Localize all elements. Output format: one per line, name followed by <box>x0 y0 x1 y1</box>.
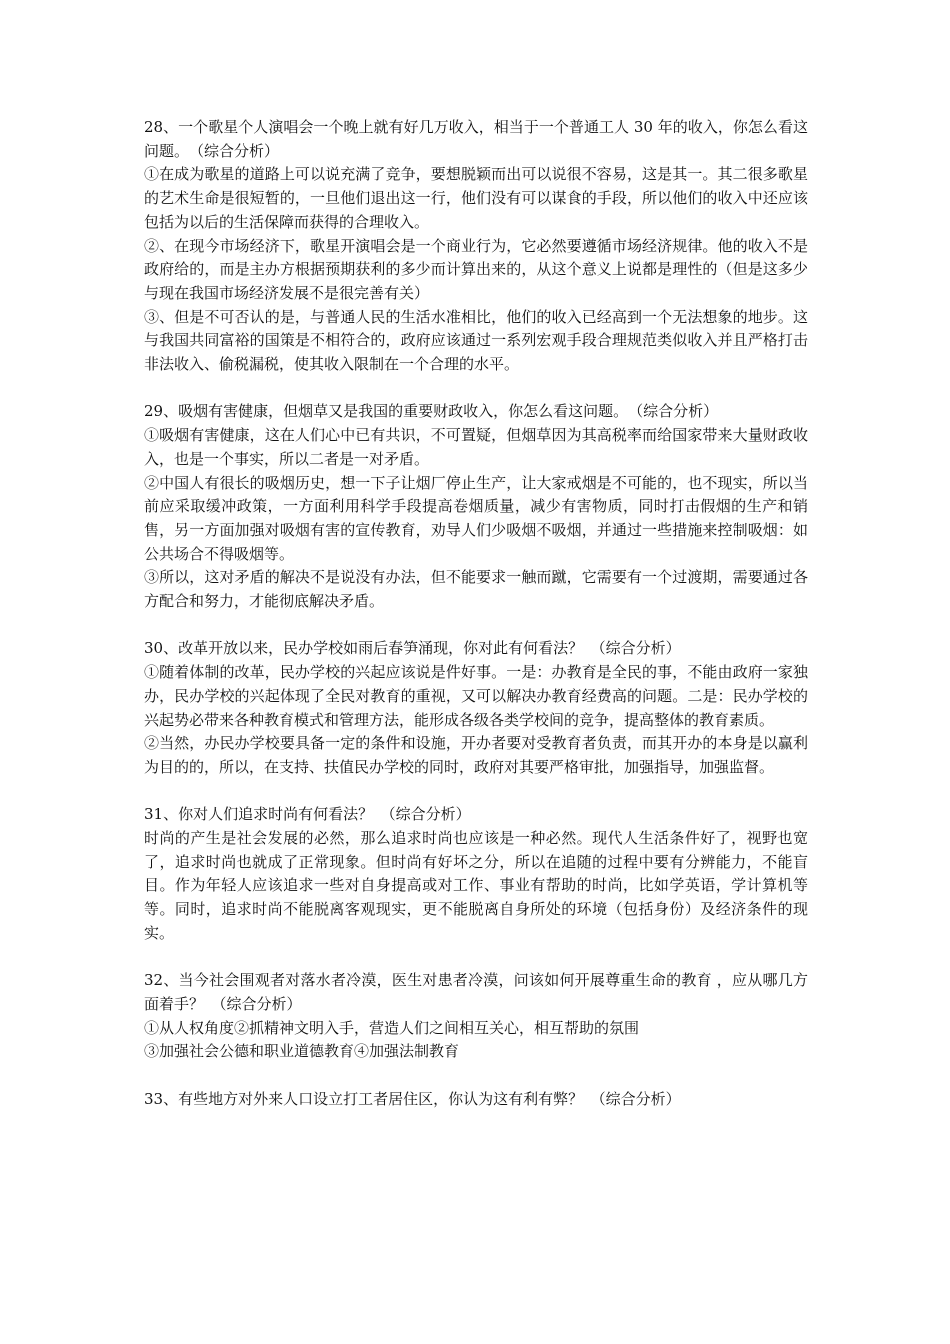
question-tag: （综合分析） <box>635 402 719 421</box>
question-text: 31、你对人们追求时尚有何看法？ <box>144 805 374 824</box>
question-text: 29、吸烟有害健康，但烟草又是我国的重要财政收入，你怎么看这问题。 <box>144 402 629 421</box>
answer-paragraph: ①吸烟有害健康，这在人们心中已有共识，不可置疑，但烟草因为其高税率而给国家带来大量财政收入，也是一个事实，所以二者是一对矛盾。 <box>144 426 808 468</box>
answer-paragraph: ①随着体制的改革，民办学校的兴起应该说是件好事。一是：办教育是全民的事，不能由政府一家独办，民办学校的兴起体现了全民对教育的重视，又可以解决办教育经费高的问题。二是：民办学校的兴起势必带来各种教育模式和管理方法，能形成各级各类学校间的竞争，提高整体的教育素质。 <box>144 663 808 729</box>
qa-item-32 <box>144 969 808 1064</box>
question-text: 28、一个歌星个人演唱会一个晚上就有好几万收入，相当于一个普通工人 30 年的收入，你怎么看这问题。 <box>144 118 808 160</box>
answer-paragraph: 时尚的产生是社会发展的必然，那么追求时尚也应该是一种必然。现代人生活条件好了，视野也宽了，追求时尚也就成了正常现象。但时尚有好坏之分，所以在追随的过程中要有分辨能力，不能盲目。作为年轻人应该追求一些对自身提高或对工作、事业有帮助的时尚，比如学英语，学计算机等等。同时，追求时尚不能脱离客观现实，更不能脱离自身所处的环境（包括身份）及经济条件的现实。 <box>144 829 808 942</box>
question-tag: （综合分析） <box>211 994 302 1013</box>
question-31 <box>144 803 808 827</box>
question-tag: （综合分析） <box>590 639 681 658</box>
answer-paragraph: ②当然，办民办学校要具备一定的条件和设施，开办者要对受教育者负责，而其开办的本身是以赢利为目的的，所以，在支持、扶值民办学校的同时，政府对其要严格审批，加强指导，加强监督。 <box>144 734 808 776</box>
answer-paragraph: ①在成为歌星的道路上可以说充满了竞争，要想脱颖而出可以说很不容易，这是其一。其二很多歌星的艺术生命是很短暂的，一旦他们退出这一行，他们没有可以谋食的手段，所以他们的收入中还应该包括为以后的生活保障而获得的合理收入。 <box>144 165 808 231</box>
qa-item-31 <box>144 803 808 945</box>
question-29 <box>144 400 808 424</box>
answer-paragraph: ③加强社会公德和职业道德教育④加强法制教育 <box>144 1042 460 1061</box>
answer-paragraph: ③所以，这对矛盾的解决不是说没有办法，但不能要求一触而蹴，它需要有一个过渡期，需要通过各方配合和努力，才能彻底解决矛盾。 <box>144 568 808 611</box>
question-text: 32、当今社会围观者对落水者冷漠，医生对患者冷漠，问该如何开展尊重生命的教育 ，应从哪几方面着手？ <box>144 971 808 1013</box>
answer-paragraph: ②中国人有很长的吸烟历史，想一下子让烟厂停止生产，让大家戒烟是不可能的，也不现实，所以当前应采取缓冲政策，一方面利用科学手段提高卷烟质量，减少有害物质，同时打击假烟的生产和销售，另一方面加强对吸烟有害的宣传教育，劝导人们少吸烟不吸烟，并通过一些措施来控制吸烟：如公共场合不得吸烟等。 <box>144 473 808 563</box>
answer-paragraph: ③、但是不可否认的是，与普通人民的生活水准相比，他们的收入已经高到一个无法想象的地步。这与我国共同富裕的国策是不相符合的，政府应该通过一系列宏观手段合理规范类似收入并且严格打击非法收入、偷税漏税，使其收入限制在一个合理的水平。 <box>144 307 808 374</box>
question-28 <box>144 116 808 163</box>
answer-paragraph: ①从人权角度②抓精神文明入手，营造人们之间相互关心，相互帮助的氛围 <box>144 1018 640 1037</box>
question-tag: （综合分析） <box>196 141 280 160</box>
qa-item-33 <box>144 1088 808 1112</box>
question-33 <box>144 1088 808 1112</box>
qa-item-30 <box>144 637 808 779</box>
question-30 <box>144 637 808 661</box>
question-tag: （综合分析） <box>380 805 471 824</box>
question-32 <box>144 969 808 1016</box>
question-tag: （综合分析） <box>590 1089 681 1108</box>
answer-paragraph: ②、在现今市场经济下，歌星开演唱会是一个商业行为，它必然要遵循市场经济规律。他的收入不是政府给的，而是主办方根据预期获利的多少而计算出来的，从这个意义上说都是理性的（但是这多少与现在我国市场经济发展不是很完善有关） <box>144 236 808 302</box>
document-page <box>144 116 808 1135</box>
qa-item-28 <box>144 116 808 377</box>
question-text: 30、改革开放以来，民办学校如雨后春笋涌现，你对此有何看法？ <box>144 639 584 658</box>
question-text: 33、有些地方对外来人口设立打工者居住区，你认为这有利有弊？ <box>144 1089 584 1108</box>
qa-item-29 <box>144 400 808 613</box>
